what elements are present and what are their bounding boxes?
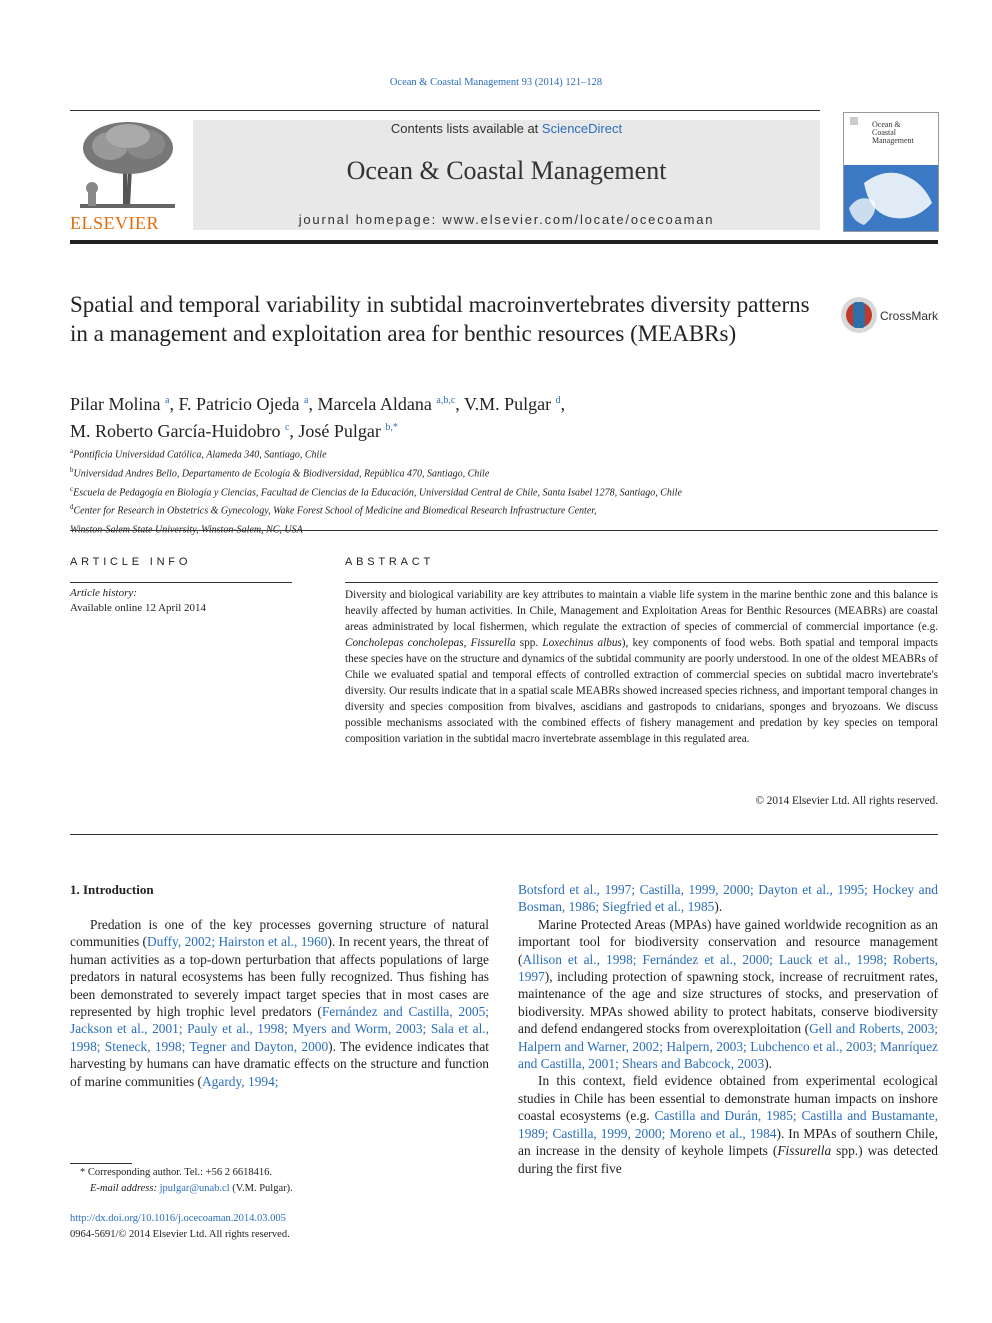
email-suffix: (V.M. Pulgar).: [229, 1183, 293, 1194]
abstract-part: Diversity and biological variability are key attributes to maintain a viable life system in the marine benthic zone and this balance is heavily affected by human activities. In Chile, Management and Exploitation Areas for Benthic Resources (MEABRs) are coastal areas administrated by local fishermen, which regulate the extraction of species of commercial of commercial importance (e.g.: [345, 589, 938, 633]
contents-line: [193, 121, 820, 136]
abstract-rule: [345, 582, 938, 583]
abstract-copyright: © 2014 Elsevier Ltd. All rights reserved.: [755, 795, 938, 807]
email-link[interactable]: jpulgar@unab.cl: [159, 1183, 230, 1194]
email-label: E-mail address:: [90, 1183, 160, 1194]
affiliation-item: [70, 482, 938, 501]
affiliation-text: Center for Research in Obstetrics & Gynecology, Wake Forest School of Medicine and Biomedical Research Infrastructure Center,: [73, 505, 597, 517]
author-affil-sup[interactable]: a: [304, 395, 309, 406]
article-history-value: Available online 12 April 2014: [70, 602, 207, 614]
affiliation-sup: a: [70, 447, 74, 455]
text: ).: [764, 1056, 773, 1072]
reference-link[interactable]: Gell and Roberts, 2003; Halpern and Warner, 2002; Halpern, 2003; Lubchenco et al., 2003; Manríquez and Castilla, 2001; Shears and Babcock, 2003: [518, 1021, 938, 1072]
affiliation-sup: c: [70, 484, 74, 493]
author-affil-sup[interactable]: a: [165, 395, 170, 406]
homepage-prefix: journal homepage:: [298, 212, 443, 227]
footnote: [70, 1165, 490, 1197]
header-rule: [70, 110, 820, 111]
corresponding-author: * Corresponding author. Tel.: +56 2 6618416.: [80, 1167, 272, 1178]
author-separator: ,: [560, 394, 566, 414]
affiliation-item: [70, 500, 938, 519]
affiliation-item: [70, 463, 938, 482]
reference-link[interactable]: Duffy, 2002; Hairston et al., 1960: [147, 934, 328, 950]
reference-link[interactable]: Allison et al., 1998; Fernández et al., 2000; Lauck et al., 1998; Roberts, 1997: [518, 951, 938, 985]
author-name[interactable]: José Pulgar: [298, 421, 381, 441]
text: ).: [714, 899, 723, 915]
author-name[interactable]: F. Patricio Ojeda: [178, 394, 300, 414]
doi-link[interactable]: http://dx.doi.org/10.1016/j.ocecoaman.2014.03.005: [70, 1213, 286, 1224]
journal-cover: [843, 112, 939, 232]
author-name[interactable]: Marcela Aldana: [317, 394, 432, 414]
author-affil-sup[interactable]: b,*: [385, 422, 398, 433]
paragraph: [518, 1072, 938, 1176]
author-affil-sup[interactable]: c: [284, 422, 290, 433]
species-name: Fissurella: [470, 637, 516, 649]
affiliations: [70, 444, 938, 538]
author-name[interactable]: Pilar Molina: [70, 394, 161, 414]
article-info-rule: [70, 582, 292, 583]
abstract-part: ), key components of food webs. Both spatial and temporal impacts these species have on the structure and dynamics of the subtidal community are poorly understood. In one of the oldest MEABRs of Chile we evaluated spatial and temporal effects of controlled extraction of commercial species on subtidal macro invertebrate's diversity. Our results indicate that in a spatial scale MEABRs showed increased species richness, and important temporal changes in diversity and species composition from bivalves, ascidians and gastropods to cnidarians, sponges and bryozoans. We discuss possible mechanisms associated with the combined effects of fishery management and predation by key species on temporal composition variation in the subtidal macro invertebrate assemblage in this regulated area.: [345, 637, 939, 745]
reference-link[interactable]: Castilla and Durán, 1985; Castilla and Bustamante, 1989; Castilla, 1999, 2000; Moreno et al., 1984: [518, 1108, 938, 1141]
cover-title-2: Coastal: [872, 128, 896, 137]
article-history-label: Article history:: [70, 587, 137, 599]
journal-homepage: [193, 212, 820, 227]
homepage-url[interactable]: www.elsevier.com/locate/ocecoaman: [442, 212, 715, 227]
section-rule: [70, 834, 938, 835]
journal-title: Ocean & Coastal Management: [346, 156, 667, 185]
article-title: Spatial and temporal variability in subtidal macroinvertebrates diversity patterns in a management and exploitation area for benthic resources (MEABRs): [70, 292, 810, 346]
abstract-text: [345, 587, 938, 747]
reference-link[interactable]: Botsford et al., 1997; Castilla, 1999, 2000; Dayton et al., 1995; Hockey and Bosman, 1986; Siegfried et al., 1985: [518, 882, 938, 915]
contents-prefix: Contents lists available at: [390, 121, 542, 136]
affiliation-text: Pontificia Universidad Católica, Alameda 340, Santiago, Chile: [73, 449, 327, 461]
text: Predation is one of the key processes governing structure of natural communities (: [70, 917, 489, 950]
species-name: Loxechinus albus: [542, 637, 622, 649]
author-name[interactable]: V.M. Pulgar: [463, 394, 552, 414]
elsevier-wordmark: ELSEVIER: [70, 213, 159, 233]
crossmark-label: CrossMark: [880, 309, 939, 323]
text: ). In MPAs of southern Chile, an increase in the density of keyhole limpets (: [518, 1125, 938, 1159]
species-name: Concholepas concholepas: [345, 637, 464, 649]
text: ). In recent years, the threat of human activities as a top-down perturbation that affects populations of large predators in natural ecosystems has been fully recognized. Thus fishing has been demonstrated to severely impact target species that in most cases are represented by high trophic level predators (: [70, 934, 490, 1020]
email-line: [70, 1181, 490, 1197]
author-separator: ,: [289, 421, 299, 441]
body-column-right: [518, 881, 938, 1177]
cover-title-1: Ocean &: [872, 120, 901, 129]
affiliation-item: [70, 444, 938, 463]
paragraph: [518, 881, 938, 916]
author-separator: ,: [455, 394, 464, 414]
cover-title-3: Management: [872, 136, 914, 145]
author-separator: ,: [169, 394, 179, 414]
author-list: [70, 389, 830, 443]
affiliation-text: Winston-Salem State University, Winston-Salem, NC, USA: [70, 524, 303, 536]
paragraph: [70, 916, 489, 1090]
section-rule: [70, 530, 938, 531]
affiliation-sup: d: [70, 503, 74, 512]
section-heading: 1. Introduction: [70, 882, 154, 897]
body-column-left: [70, 916, 489, 1090]
sciencedirect-link[interactable]: ScienceDirect: [541, 121, 623, 136]
reference-link[interactable]: Fernández and Castilla, 2005; Jackson et al., 2001; Pauly et al., 1998; Myers and Worm, 2003; Sala et al., 1998; Steneck, 1998; Tegner and Dayton, 2000: [70, 1004, 490, 1054]
author-affil-sup[interactable]: d: [555, 395, 561, 406]
affiliation-item: [70, 519, 938, 538]
author-affil-sup[interactable]: a,b,c: [436, 395, 456, 406]
affiliation-text: Universidad Andres Bello, Departamento de Ecología & Biodiversidad, República 470, Santiago, Chile: [73, 468, 490, 480]
text: ), including protection of spawning stock, increase of recruitment rates, maintenance of the age and size structures of stocks, and preservation of biodiversity. MPAs showed ability to protect habitats, conserve biodiversity and defend endangered stocks from overexploitation (: [518, 969, 938, 1037]
paragraph: [518, 916, 938, 1073]
reference-link[interactable]: Agardy, 1994;: [202, 1073, 279, 1089]
abstract-heading: ABSTRACT: [345, 556, 435, 568]
text: ). The evidence indicates that harvesting by humans can have dramatic effects on the structure and function of marine communities (: [70, 1038, 489, 1089]
species-name: Fissurella: [777, 1143, 832, 1159]
author-name[interactable]: M. Roberto García-Huidobro: [70, 421, 281, 441]
header-thick-rule: [70, 240, 938, 244]
affiliation-sup: b: [70, 465, 74, 474]
affiliation-text: Escuela de Pedagogía en Biología y Ciencias, Facultad de Ciencias de la Educación, Universidad Central de Chile, Santa Isabel 1278, Santiago, Chile: [73, 486, 682, 498]
abstract-part: ,: [463, 637, 471, 649]
text: In this context, field evidence obtained from experimental ecological studies in Chile has been essential to demonstrate human impacts on inshore coastal ecosystems (e.g.: [518, 1073, 938, 1124]
footnote-rule: [70, 1163, 132, 1164]
issn-line: 0964-5691/© 2014 Elsevier Ltd. All rights reserved.: [70, 1229, 290, 1240]
crossmark-badge[interactable]: [840, 296, 940, 334]
journal-citation[interactable]: Ocean & Coastal Management 93 (2014) 121–128: [389, 77, 603, 88]
author-separator: ,: [308, 394, 318, 414]
article-info-heading: ARTICLE INFO: [70, 556, 192, 568]
doi-block: [70, 1211, 290, 1243]
text: Marine Protected Areas (MPAs) have gained worldwide recognition as an important tool for biodiversity conservation and resource management (: [518, 916, 938, 967]
abstract-part: spp.: [515, 637, 543, 649]
text: spp.) was detected during the first five: [518, 1143, 938, 1176]
